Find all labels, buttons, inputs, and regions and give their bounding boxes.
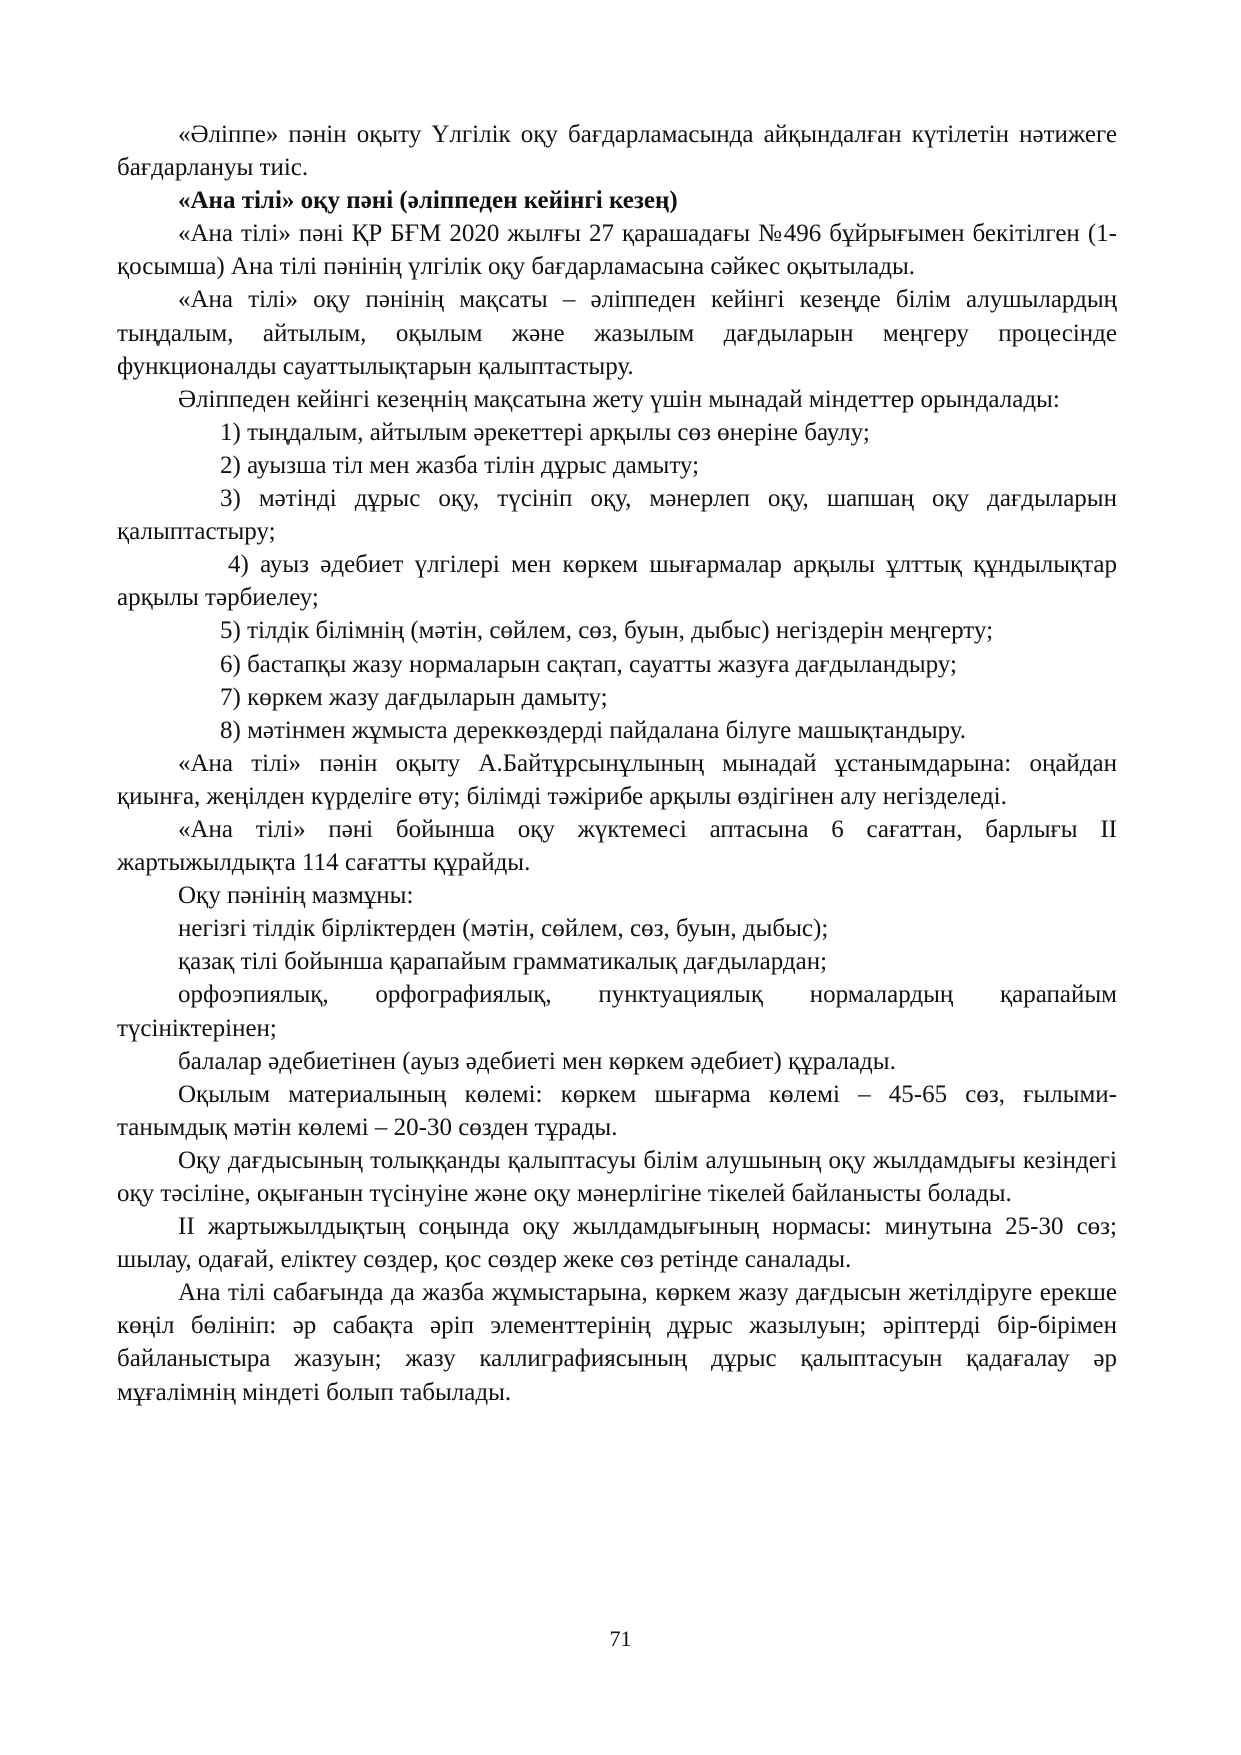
- task-item: 6) бастапқы жазу нормаларын сақтап, сауатты жазуға дағдыландыру;: [220, 650, 957, 678]
- paragraph-order: «Ана тілі» пәні ҚР БҒМ 2020 жылғы 27 қарашадағы №496 бұйрығымен бекітілген (1-қосымша) Ана тілі пәнінің үлгілік оқу бағдарламасына сәйкес оқытылады.: [117, 220, 1117, 281]
- task-item: 7) көркем жазу дағдыларын дамыту;: [220, 683, 608, 711]
- paragraph-principles: «Ана тілі» пәнін оқыту А.Байтұрсынұлының мынадай ұстанымдарына: оңайдан қиынға, жеңілден күрделіге өту; білімді тәжірибе арқылы өздігінен алу негізделеді.: [117, 749, 1117, 810]
- paragraph-goal: «Ана тілі» оқу пәнінің мақсаты – әліппеден кейінгі кезеңде білім алушылардың тыңдалым, айтылым, оқылым және жазылым дағдыларын меңгеру процесінде функционалды сауаттылықтарын қалыптастыру.: [117, 286, 1117, 380]
- paragraph-workload: «Ана тілі» пәні бойынша оқу жүктемесі аптасына 6 сағаттан, барлығы ІІ жартыжылдықта 114 сағатты құрайды.: [117, 815, 1117, 877]
- paragraph-writing: Ана тілі сабағында да жазба жұмыстарына, көркем жазу дағдысын жетілдіруге ерекше көңіл бөлініп: әр сабақта әріп элементтерінің дұрыс жазылуын; әріптерді бір-бірімен байланыстыра жазуын; жазу каллиграфиясының дұрыс қалыптасуын қадағалау әр мұғалімнің міндеті болып табылады.: [117, 1279, 1117, 1406]
- paragraph-reading-skill: Оқу дағдысының толыққанды қалыптасуы білім алушының оқу жылдамдығы кезіндегі оқу тәсіліне, оқығанын түсінуіне және оқу мәнерлігіне тікелей байланысты болады.: [117, 1146, 1117, 1207]
- task-item: 4) ауыз әдебиет үлгілері мен көркем шығармалар арқылы ұлттық құндылықтар арқылы тәрбиелеу;: [117, 551, 1117, 612]
- paragraph-alippe-outcome: «Әліппе» пәнін оқыту Үлгілік оқу бағдарламасында айқындалған күтілетін нәтижеге бағдарлануы тиіс.: [117, 121, 1117, 182]
- content-item: қазақ тілі бойынша қарапайым грамматикалық дағдылардан;: [178, 948, 828, 976]
- task-item: 5) тілдік білімнің (мәтін, сөйлем, сөз, буын, дыбыс) негіздерін меңгерту;: [220, 617, 994, 645]
- page-number: 71: [609, 1626, 632, 1651]
- document-page: [117, 118, 1117, 1409]
- content-item: орфоэпиялық, орфографиялық, пунктуациялық нормалардың қарапайым түсініктерінен;: [117, 981, 1117, 1042]
- paragraph-tasks-intro: Әліппеден кейінгі кезеңнің мақсатына жету үшін мынадай міндеттер орындалады:: [178, 385, 1060, 413]
- task-item: 3) мәтінді дұрыс оқу, түсініп оқу, мәнерлеп оқу, шапшаң оқу дағдыларын қалыптастыру;: [117, 485, 1117, 546]
- content-item: балалар әдебиетінен (ауыз әдебиеті мен көркем әдебиет) құралады.: [178, 1047, 896, 1075]
- paragraph-reading-speed: ІІ жартыжылдықтың соңында оқу жылдамдығының нормасы: минутына 25-30 сөз; шылау, одағай, еліктеу сөздер, қос сөздер жеке сөз ретінде саналады.: [117, 1213, 1117, 1274]
- task-item: 2) ауызша тіл мен жазба тілін дұрыс дамыту;: [220, 451, 700, 479]
- section-heading: «Ана тілі» оқу пәні (әліппеден кейінгі кезең): [178, 187, 678, 215]
- content-item: негізгі тілдік бірліктерден (мәтін, сөйлем, сөз, буын, дыбыс);: [178, 915, 829, 943]
- task-item: 8) мәтінмен жұмыста дереккөздерді пайдалана білуге машықтандыру.: [220, 716, 967, 744]
- task-item: 1) тыңдалым, айтылым әрекеттері арқылы сөз өнеріне баулу;: [220, 418, 870, 446]
- paragraph-content-intro: Оқу пәнінің мазмұны:: [178, 882, 414, 910]
- paragraph-reading-volume: Оқылым материалының көлемі: көркем шығарма көлемі – 45-65 сөз, ғылыми-танымдық мәтін көлемі – 20-30 сөзден тұрады.: [117, 1080, 1117, 1141]
